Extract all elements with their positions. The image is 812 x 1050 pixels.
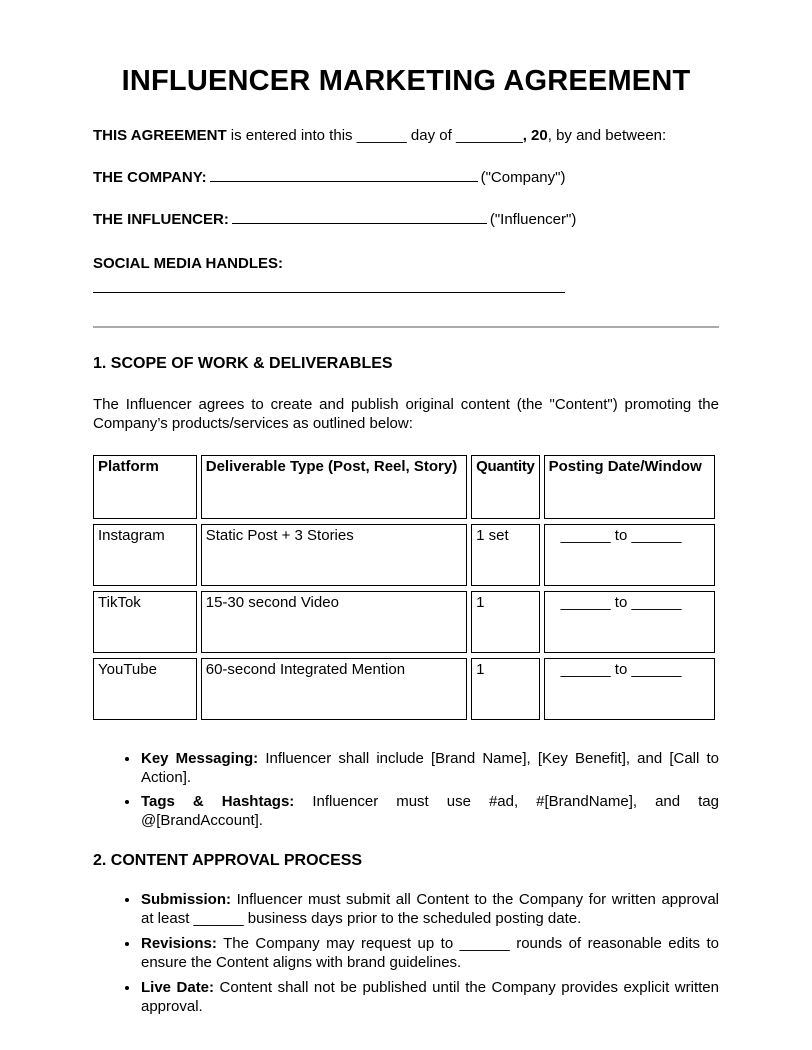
intro-bold-lead: THIS AGREEMENT [93, 127, 227, 144]
agreement-intro-line [93, 126, 719, 145]
cell-platform: Instagram [93, 524, 197, 586]
table-row-youtube [93, 658, 715, 720]
header-deliverable-type: Deliverable Type (Post, Reel, Story) [201, 455, 467, 519]
intro-bold-year: , 20 [522, 127, 548, 144]
intro-text-2: day of [406, 127, 456, 144]
cell-quantity: 1 set [471, 524, 539, 586]
bullet-key-messaging [140, 749, 719, 787]
section2-heading: 2. CONTENT APPROVAL PROCESS [93, 852, 363, 869]
header-quantity: Quantity [471, 455, 539, 519]
bullet-lead: Revisions: [141, 935, 217, 952]
bullet-text: Influencer must use #ad, #[BrandName], and tag @[BrandAccount]. [141, 793, 719, 829]
company-line [93, 167, 719, 187]
deliverables-table [89, 450, 719, 725]
social-media-handles-blank [93, 273, 565, 293]
bullet-lead: Tags & Hashtags: [141, 793, 295, 810]
section1-intro-paragraph: The Influencer agrees to create and publish original content (the "Content") promoting the Company’s products/services as outlined below: [93, 396, 719, 432]
document-title: INFLUENCER MARKETING AGREEMENT [121, 65, 691, 97]
company-suffix: ("Company") [480, 169, 566, 186]
bullet-lead: Submission: [141, 891, 232, 908]
section1-heading: 1. SCOPE OF WORK & DELIVERABLES [93, 355, 393, 372]
company-label: THE COMPANY: [93, 169, 207, 186]
company-name-blank [210, 167, 478, 182]
bullet-tags-hashtags [140, 792, 719, 830]
cell-quantity: 1 [471, 591, 539, 653]
bullet-text: Influencer must submit all Content to the Company for written approval at least ______ business days prior to the scheduled posting date. [141, 891, 719, 927]
intro-text-3: , by and between: [547, 127, 667, 144]
cell-quantity: 1 [471, 658, 539, 720]
table-header-row [93, 455, 715, 519]
cell-deliverable-type: Static Post + 3 Stories [201, 524, 467, 586]
cell-platform: TikTok [93, 591, 197, 653]
intro-blank-month: ________ [455, 127, 523, 144]
header-posting-date: Posting Date/Window [544, 455, 715, 519]
cell-deliverable-type: 15-30 second Video [201, 591, 467, 653]
influencer-line [93, 209, 719, 229]
bullet-text: Influencer shall include [Brand Name], [Key Benefit], and [Call to Action]. [141, 750, 719, 786]
bullet-lead: Key Messaging: [141, 750, 259, 767]
header-platform: Platform [93, 455, 197, 519]
bullet-revisions [140, 934, 719, 972]
cell-posting-date-blank: ______ to ______ [544, 524, 715, 586]
intro-blank-day: ______ [356, 127, 407, 144]
cell-posting-date-blank: ______ to ______ [544, 591, 715, 653]
table-row-instagram [93, 524, 715, 586]
section2-bullet-list [93, 890, 719, 1016]
bullet-live-date [140, 978, 719, 1016]
social-media-handles-label: SOCIAL MEDIA HANDLES: [93, 255, 284, 272]
intro-text-1: is entered into this [226, 127, 357, 144]
bullet-lead: Live Date: [141, 979, 215, 996]
section-divider [93, 326, 719, 328]
influencer-name-blank [232, 209, 487, 224]
cell-platform: YouTube [93, 658, 197, 720]
influencer-suffix: ("Influencer") [489, 211, 577, 228]
bullet-submission [140, 890, 719, 928]
section1-bullet-list [93, 749, 719, 830]
bullet-text: The Company may request up to ______ rounds of reasonable edits to ensure the Content aligns with brand guidelines. [141, 935, 719, 971]
cell-deliverable-type: 60-second Integrated Mention [201, 658, 467, 720]
table-row-tiktok [93, 591, 715, 653]
bullet-text: Content shall not be published until the Company provides explicit written approval. [141, 979, 719, 1015]
cell-posting-date-blank: ______ to ______ [544, 658, 715, 720]
influencer-label: THE INFLUENCER: [93, 211, 229, 228]
